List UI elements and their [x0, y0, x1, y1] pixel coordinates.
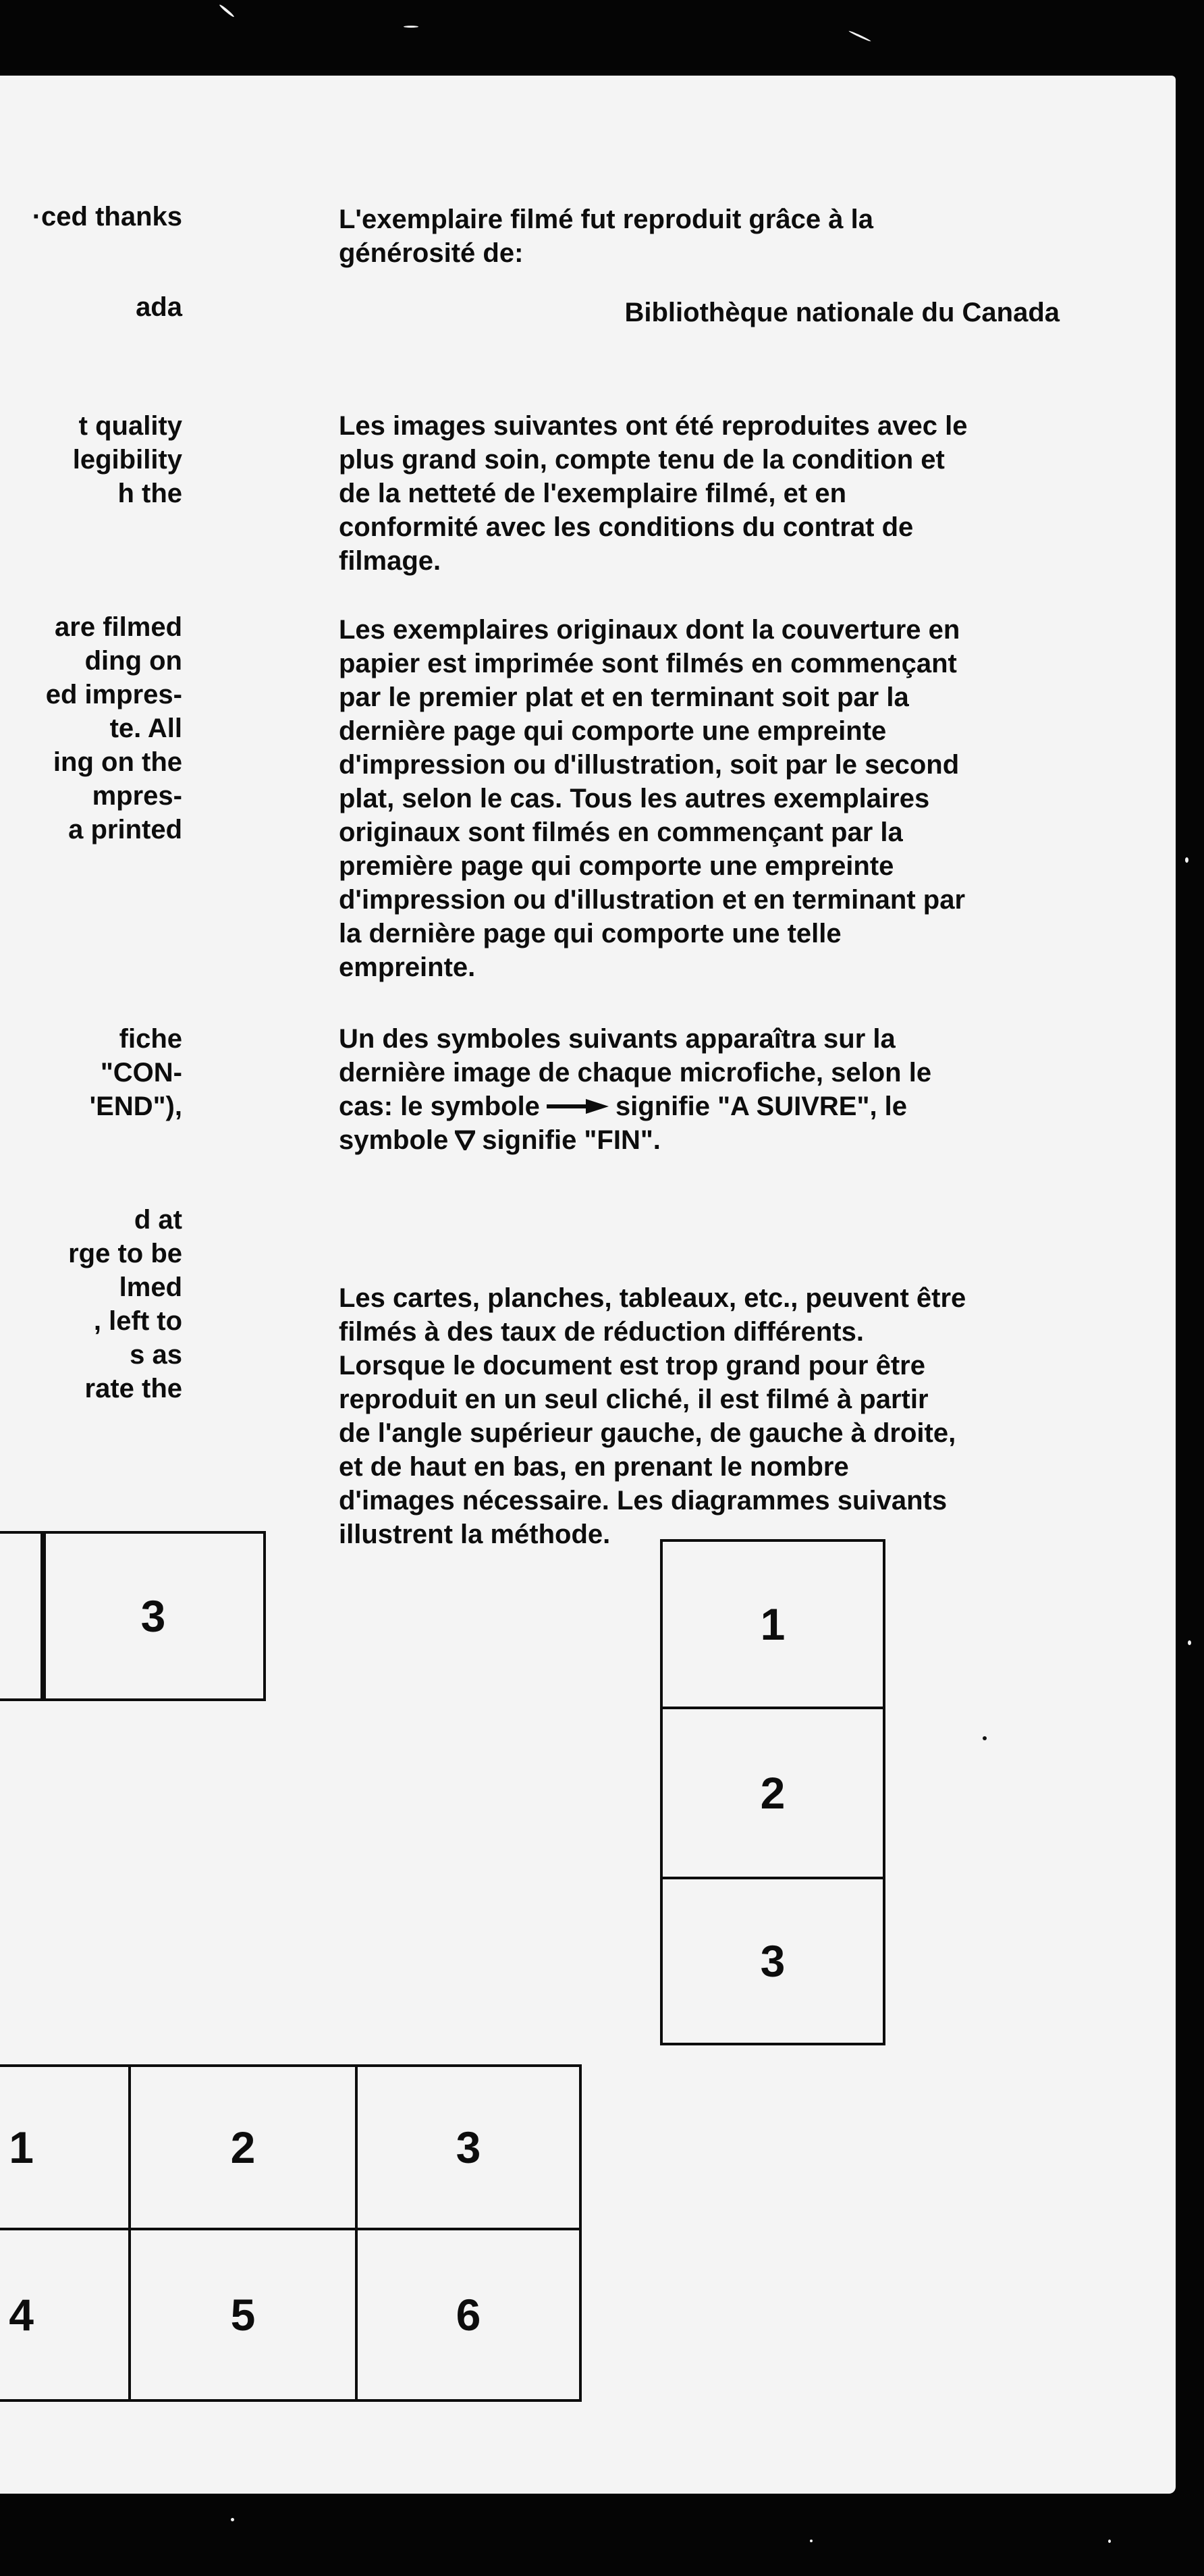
- diagram-row-cell-partial: [0, 1531, 46, 1701]
- diagram-grid-cell-6: 6: [355, 2228, 582, 2402]
- right-text-originals: Les exemplaires originaux dont la couverture en papier est imprimée sont filmés en commençant par le premier plat et en terminant soit par la dernière page qui comporte une empreinte d'impression ou d'illustration, soit par le second plat, selon le cas. Tous les autres exemplaires originaux sont filmés en commençant par la première page qui comporte une empreinte d'impression ou d'illustration et en terminant par la dernière page qui comporte une telle empreinte.: [339, 615, 966, 982]
- left-text-symbols: fiche "CON- 'END"),: [89, 1024, 182, 1121]
- triangle-down-icon: [455, 1130, 475, 1150]
- diagram-column-cell-3: 3: [660, 1877, 885, 2045]
- right-text-acknowledgement: L'exemplaire filmé fut reproduit grâce à la générosité de:: [339, 205, 873, 268]
- scan-speck: [1188, 1640, 1191, 1645]
- symbols-line-4-start: symbole: [339, 1125, 449, 1155]
- symbols-line-2: dernière image de chaque microfiche, selon le: [339, 1058, 932, 1088]
- scan-speck: [219, 3, 235, 18]
- scan-speck: [231, 2518, 234, 2521]
- symbols-line-4: [339, 1123, 1074, 1157]
- diagram-grid-cell-3: 3: [355, 2064, 582, 2230]
- diagram-column-cell-2: 2: [660, 1707, 885, 1879]
- symbols-line-4-end: signifie "FIN".: [482, 1125, 661, 1155]
- left-text-library: ada: [136, 292, 182, 322]
- right-text-library-name: Bibliothèque nationale du Canada: [624, 298, 1060, 327]
- diagram-grid-cell-4: 4: [0, 2228, 131, 2402]
- left-text-acknowledgement: ·ced thanks: [32, 202, 182, 232]
- scan-speck: [1108, 2540, 1111, 2543]
- left-text-originals: are filmed ding on ed impres- te. All ing on the mpres- a printed: [45, 612, 182, 844]
- symbols-line-3: [339, 1090, 1074, 1123]
- right-text-quality: Les images suivantes ont été reproduites avec le plus grand soin, compte tenu de la condition et de la netteté de l'exemplaire filmé, et en conformité avec les conditions du contrat de filmage.: [339, 411, 968, 576]
- right-text-symbols: [339, 1022, 1074, 1157]
- symbols-line-3-start: cas: le symbole: [339, 1092, 540, 1121]
- microfiche-target-page: [0, 76, 1176, 2494]
- diagram-row-cell-3: 3: [40, 1531, 266, 1701]
- scan-speck: [810, 2540, 813, 2542]
- diagram-grid-cell-2: 2: [128, 2064, 358, 2230]
- symbols-line-1: Un des symboles suivants apparaîtra sur la: [339, 1024, 896, 1054]
- page-speck: [983, 1736, 987, 1740]
- diagram-grid-cell-1: 1: [0, 2064, 131, 2230]
- arrow-right-icon: [547, 1098, 609, 1115]
- diagram-column-cell-1: 1: [660, 1539, 885, 1709]
- scan-speck: [1185, 857, 1188, 863]
- scan-speck: [848, 30, 871, 43]
- scan-speck: [404, 26, 418, 28]
- left-text-quality: t quality legibility h the: [72, 411, 182, 508]
- diagram-grid-cell-5: 5: [128, 2228, 358, 2402]
- right-text-maps: Les cartes, planches, tableaux, etc., peuvent être filmés à des taux de réduction différents. Lorsque le document est trop grand pour être reproduit en un seul cliché, il est filmé à partir de l'angle supérieur gauche, de gauche à droite, et de haut en bas, en prenant le nombre d'images nécessaire. Les diagrammes suivants illustrent la méthode.: [339, 1283, 966, 1549]
- symbols-line-3-end: signifie "A SUIVRE", le: [615, 1092, 908, 1121]
- left-text-maps: d at rge to be lmed , left to s as rate the: [68, 1205, 182, 1403]
